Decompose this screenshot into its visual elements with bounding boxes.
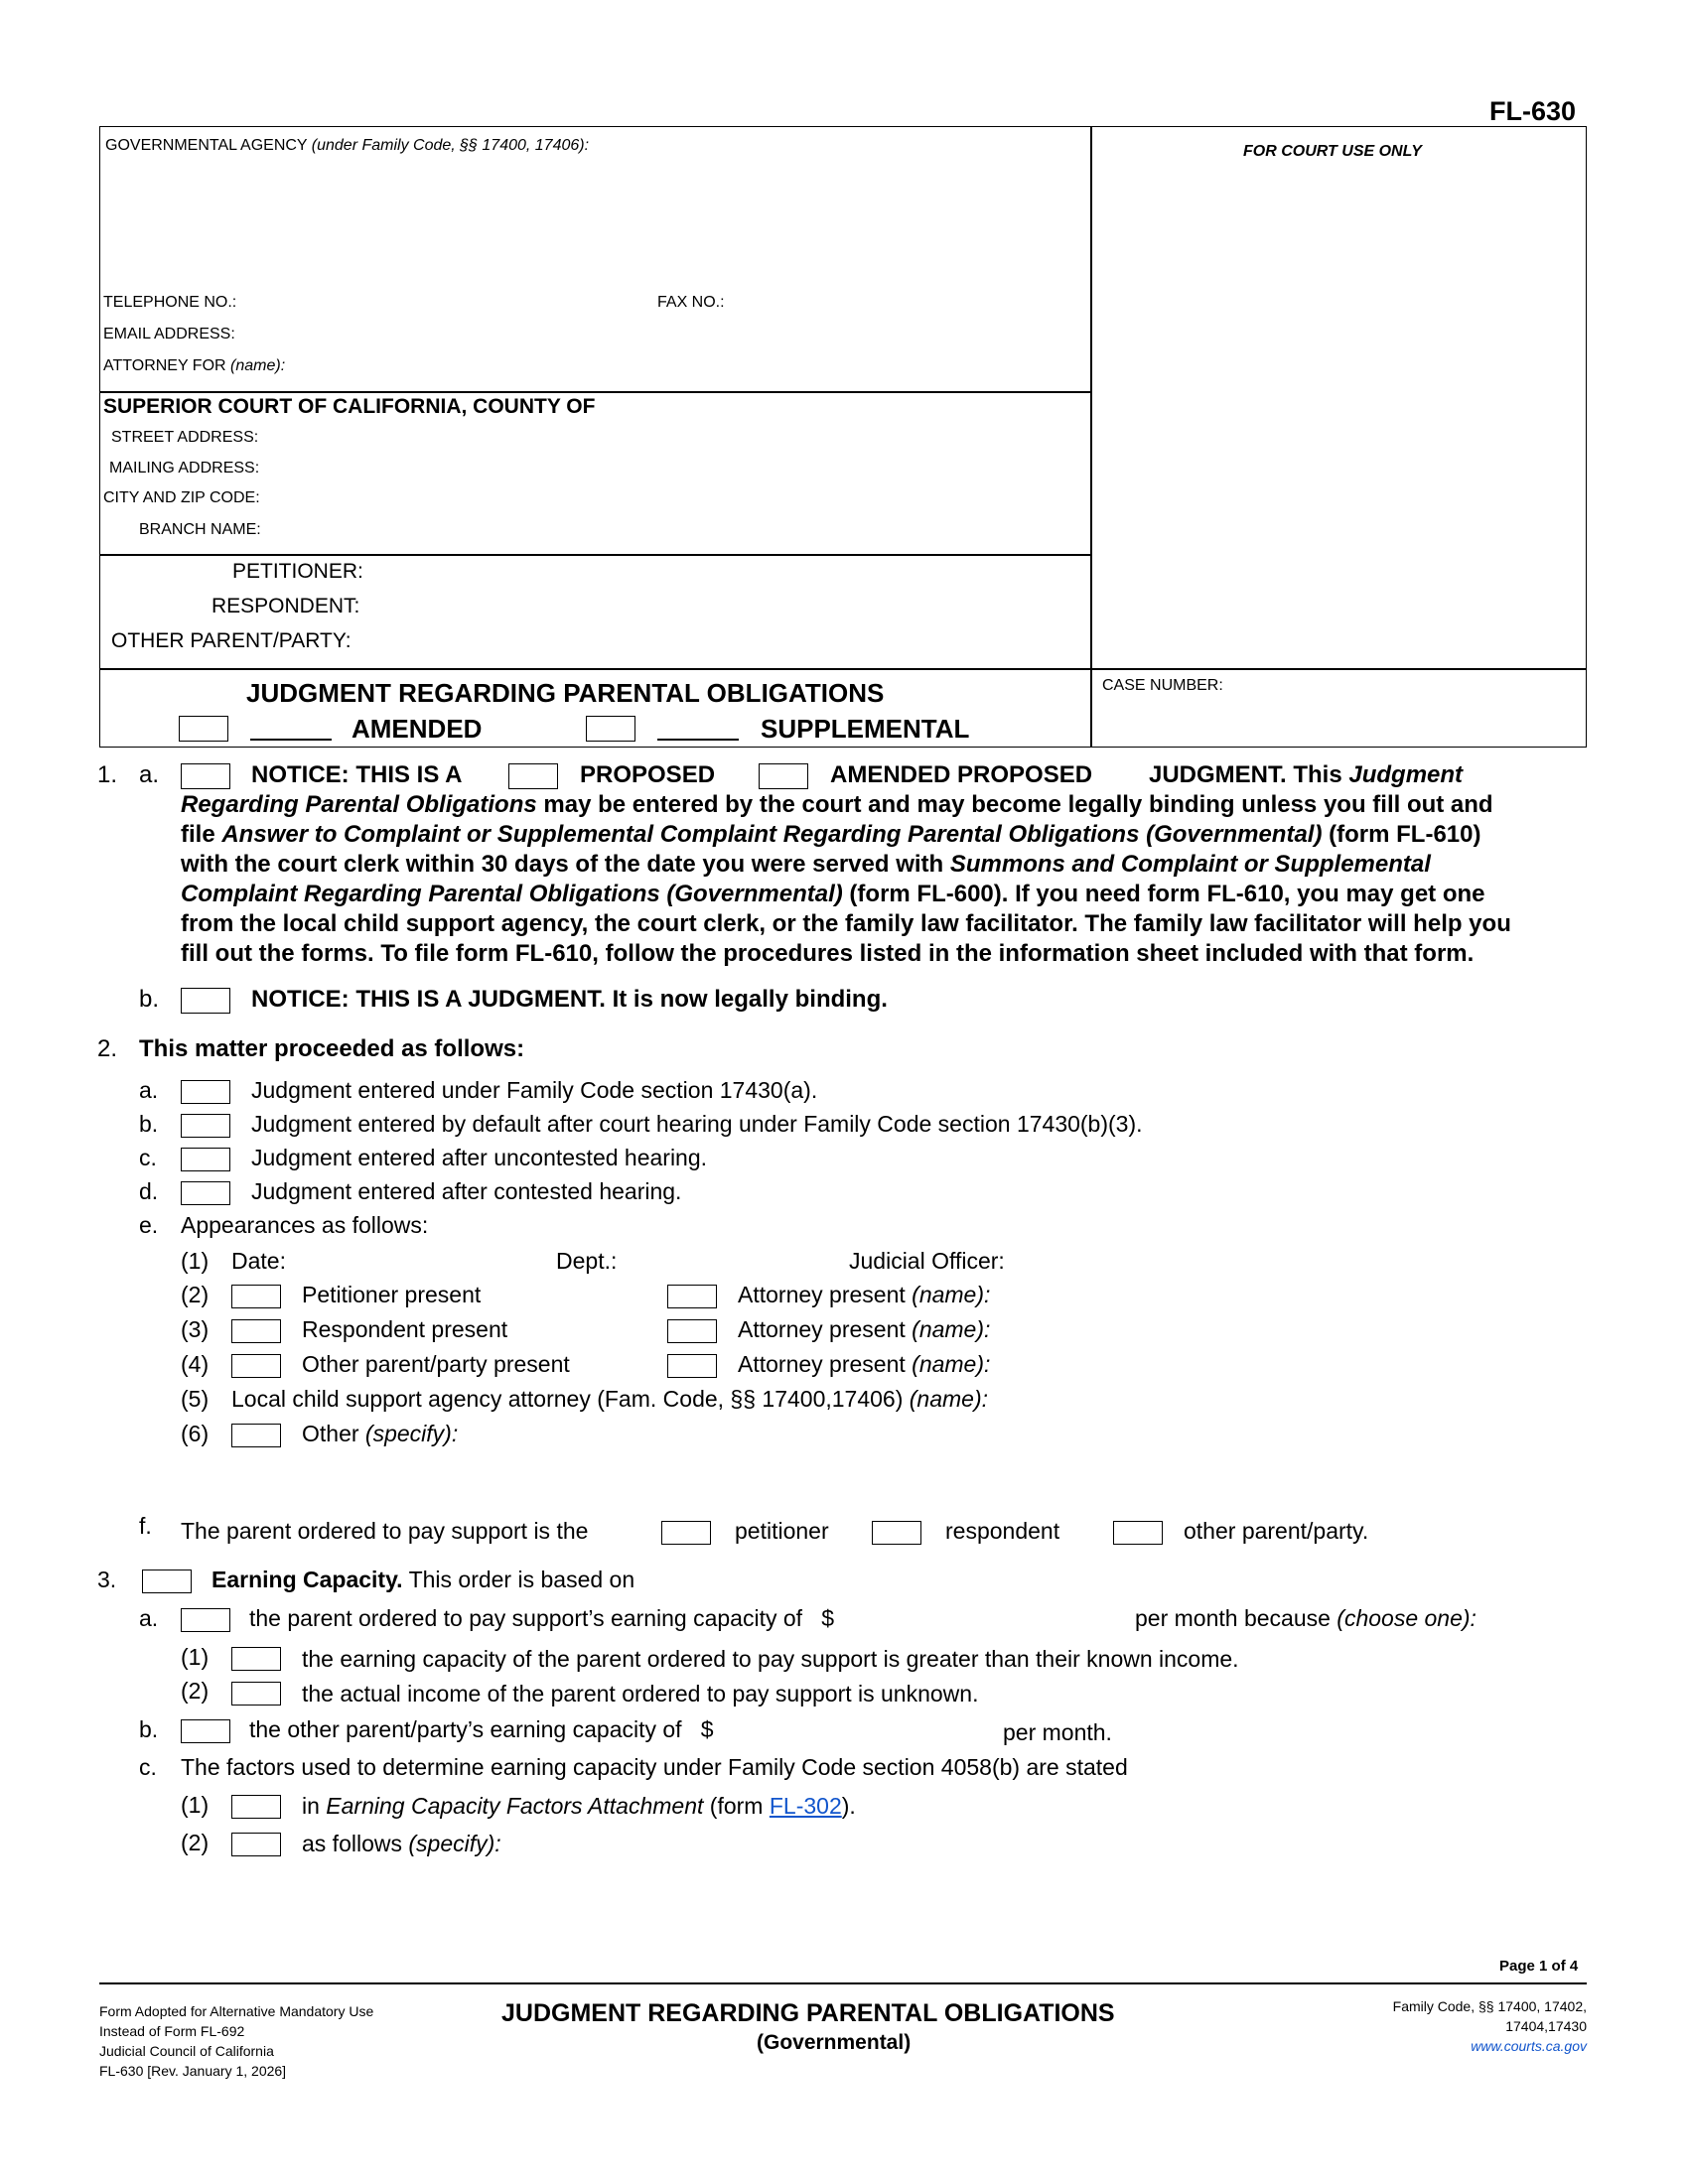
supplemental-checkbox[interactable]	[586, 716, 635, 742]
case-number-label: CASE NUMBER:	[1102, 677, 1223, 694]
item2-number: 2.	[97, 1035, 118, 1062]
court-use-label: FOR COURT USE ONLY	[1243, 143, 1422, 160]
courts-link[interactable]: www.courts.ca.gov	[1471, 2038, 1587, 2054]
item3-b-letter: b.	[139, 1716, 159, 1742]
amended-proposed-checkbox[interactable]	[759, 763, 808, 789]
footer-title: JUDGMENT REGARDING PARENTAL OBLIGATIONS	[501, 1999, 1115, 2027]
e3-number: (3)	[181, 1316, 210, 1342]
proposed-checkbox[interactable]	[508, 763, 558, 789]
respondent-attorney-checkbox[interactable]	[667, 1319, 717, 1343]
respondent-attorney-label: Attorney present (name):	[738, 1316, 991, 1342]
judgment-lead: JUDGMENT. This Judgment	[1149, 761, 1464, 788]
petitioner-label: PETITIONER:	[232, 560, 363, 583]
earning-capacity-heading: Earning Capacity. This order is based on	[211, 1567, 635, 1592]
appearances-label: Appearances as follows:	[181, 1212, 429, 1238]
item2-a-letter: a.	[139, 1077, 159, 1103]
factors-attachment-label: in Earning Capacity Factors Attachment (form FL-302).	[302, 1793, 856, 1819]
item2-c-checkbox[interactable]	[181, 1148, 230, 1171]
other-payor-label: other parent/party.	[1184, 1518, 1369, 1544]
respondent-payor-checkbox[interactable]	[872, 1521, 921, 1545]
payor-capacity-checkbox[interactable]	[181, 1608, 230, 1632]
respondent-present-label: Respondent present	[302, 1316, 508, 1342]
item3-number: 3.	[97, 1567, 117, 1592]
other-capacity-label: the other parent/party’s earning capacity of $	[249, 1716, 714, 1742]
factors-label: The factors used to determine earning capacity under Family Code section 4058(b) are stated	[181, 1754, 1128, 1780]
amended-checkbox[interactable]	[179, 716, 228, 742]
court-title: SUPERIOR COURT OF CALIFORNIA, COUNTY OF	[103, 395, 596, 418]
footer-right: Family Code, §§ 17400, 17402, 17404,17430 www.courts.ca.gov	[1291, 1996, 1587, 2056]
item2-d-letter: d.	[139, 1178, 159, 1204]
item2-d-checkbox[interactable]	[181, 1181, 230, 1205]
e6-number: (6)	[181, 1421, 210, 1446]
e2-number: (2)	[181, 1282, 210, 1307]
a2-number: (2)	[181, 1678, 210, 1704]
page-number: Page 1 of 4	[1499, 1958, 1579, 1975]
other-attorney-label: Attorney present (name):	[738, 1351, 991, 1377]
item1-number: 1.	[97, 761, 118, 788]
item2-c-text: Judgment entered after uncontested hearing.	[251, 1145, 708, 1170]
petitioner-attorney-label: Attorney present (name):	[738, 1282, 991, 1307]
footer-rule	[99, 1982, 1587, 1984]
respondent-present-checkbox[interactable]	[231, 1319, 281, 1343]
amended-proposed-label: AMENDED PROPOSED	[830, 761, 1093, 788]
item3-a-letter: a.	[139, 1605, 159, 1631]
form-id: FL-630	[1489, 96, 1577, 126]
divider	[1090, 126, 1092, 748]
footer-left: Form Adopted for Alternative Mandatory Use Instead of Form FL-692 Judicial Council of California FL-630 [Rev. January 1, 2026]	[99, 2003, 374, 2079]
amended-number-blank[interactable]	[250, 739, 332, 741]
other-present-label: Other parent/party present	[302, 1351, 570, 1377]
item2-e-letter: e.	[139, 1212, 159, 1238]
item1-a-letter: a.	[139, 761, 160, 788]
petitioner-payor-label: petitioner	[735, 1518, 829, 1544]
per-month-because: per month because (choose one):	[1135, 1605, 1477, 1631]
other-payor-checkbox[interactable]	[1113, 1521, 1163, 1545]
footer-subtitle: (Governmental)	[757, 2031, 912, 2054]
attorney-for-label: ATTORNEY FOR (name):	[103, 357, 286, 374]
notice-label: NOTICE: THIS IS A	[251, 761, 463, 788]
caption-box	[99, 126, 1587, 748]
item2-d-text: Judgment entered after contested hearing.	[251, 1178, 682, 1204]
item1-b-letter: b.	[139, 986, 160, 1013]
other-attorney-checkbox[interactable]	[667, 1354, 717, 1378]
capacity-greater-label: the earning capacity of the parent ordered to pay support is greater than their known income.	[302, 1646, 1239, 1672]
per-month-label: per month.	[1003, 1719, 1112, 1745]
item2-c-letter: c.	[139, 1145, 157, 1170]
supplemental-number-blank[interactable]	[657, 739, 739, 741]
capacity-greater-checkbox[interactable]	[231, 1647, 281, 1671]
supplemental-label: SUPPLEMENTAL	[761, 714, 970, 744]
local-agency-label: Local child support agency attorney (Fam. Code, §§ 17400,17406) (name):	[231, 1386, 989, 1412]
e4-number: (4)	[181, 1351, 210, 1377]
income-unknown-checkbox[interactable]	[231, 1682, 281, 1706]
mailing-label: MAILING ADDRESS:	[109, 460, 260, 477]
notice-line-6: from the local child support agency, the court clerk, or the family law facilitator. The family law facilitator will help you	[181, 910, 1511, 937]
item2-f-letter: f.	[139, 1513, 152, 1539]
street-label: STREET ADDRESS:	[111, 429, 259, 446]
e1-number: (1)	[181, 1248, 210, 1274]
item2-a-checkbox[interactable]	[181, 1080, 230, 1104]
other-present-checkbox[interactable]	[231, 1354, 281, 1378]
proposed-label: PROPOSED	[580, 761, 716, 788]
city-label: CITY AND ZIP CODE:	[103, 489, 260, 506]
other-appearance-checkbox[interactable]	[231, 1424, 281, 1447]
petitioner-present-checkbox[interactable]	[231, 1285, 281, 1308]
other-capacity-checkbox[interactable]	[181, 1719, 230, 1743]
petitioner-attorney-checkbox[interactable]	[667, 1285, 717, 1308]
respondent-label: RESPONDENT:	[211, 595, 360, 617]
date-label: Date:	[231, 1248, 286, 1274]
item2-a-text: Judgment entered under Family Code section 17430(a).	[251, 1077, 818, 1103]
judicial-officer-label: Judicial Officer:	[849, 1248, 1005, 1274]
respondent-payor-label: respondent	[945, 1518, 1060, 1544]
divider	[99, 391, 1090, 393]
item3-c-letter: c.	[139, 1754, 157, 1780]
divider	[99, 554, 1090, 556]
item2-b-text: Judgment entered by default after court hearing under Family Code section 17430(b)(3).	[251, 1111, 1143, 1137]
petitioner-present-label: Petitioner present	[302, 1282, 482, 1307]
dept-label: Dept.:	[556, 1248, 618, 1274]
fl-302-link[interactable]: FL-302	[769, 1793, 842, 1819]
income-unknown-label: the actual income of the parent ordered to pay support is unknown.	[302, 1681, 979, 1706]
e5-number: (5)	[181, 1386, 210, 1412]
notice-line-4: with the court clerk within 30 days of the date you were served with Summons and Complaint or Supplemental	[181, 851, 1431, 878]
factors-attachment-checkbox[interactable]	[231, 1795, 281, 1819]
fax-label: FAX NO.:	[657, 294, 725, 311]
branch-label: BRANCH NAME:	[139, 521, 261, 538]
c2-number: (2)	[181, 1830, 210, 1855]
agency-label: GOVERNMENTAL AGENCY (under Family Code, §§ 17400, 17406):	[105, 137, 590, 154]
divider	[99, 668, 1587, 670]
factors-specify-label: as follows (specify):	[302, 1831, 501, 1856]
notice-proposed-checkbox[interactable]	[181, 763, 230, 789]
other-appearance-label: Other (specify):	[302, 1421, 459, 1446]
item2-f-text: The parent ordered to pay support is the	[181, 1518, 589, 1544]
notice-judgment-text: NOTICE: THIS IS A JUDGMENT. It is now legally binding.	[251, 986, 888, 1013]
item2-b-letter: b.	[139, 1111, 159, 1137]
c1-number: (1)	[181, 1792, 210, 1818]
item2-heading: This matter proceeded as follows:	[139, 1035, 525, 1062]
notice-line-3: file Answer to Complaint or Supplemental Complaint Regarding Parental Obligations (Governmental) (form FL-610)	[181, 821, 1481, 848]
payor-capacity-label: the parent ordered to pay support’s earning capacity of $	[249, 1605, 835, 1631]
notice-line-5: Complaint Regarding Parental Obligations (Governmental) (form FL-600). If you need form FL-610, you may get one	[181, 881, 1485, 907]
doc-title: JUDGMENT REGARDING PARENTAL OBLIGATIONS	[246, 678, 885, 708]
amended-label: AMENDED	[352, 714, 483, 744]
email-label: EMAIL ADDRESS:	[103, 326, 235, 342]
a1-number: (1)	[181, 1644, 210, 1670]
notice-judgment-checkbox[interactable]	[181, 988, 230, 1014]
notice-line-2: Regarding Parental Obligations may be entered by the court and may become legally binding unless you fill out and	[181, 791, 1493, 818]
notice-line-7: fill out the forms. To file form FL-610, follow the procedures listed in the information sheet included with that form.	[181, 940, 1475, 967]
other-parent-label: OTHER PARENT/PARTY:	[111, 629, 352, 652]
factors-specify-checkbox[interactable]	[231, 1833, 281, 1856]
item2-b-checkbox[interactable]	[181, 1114, 230, 1138]
petitioner-payor-checkbox[interactable]	[661, 1521, 711, 1545]
telephone-label: TELEPHONE NO.:	[103, 294, 237, 311]
earning-capacity-checkbox[interactable]	[142, 1570, 192, 1593]
